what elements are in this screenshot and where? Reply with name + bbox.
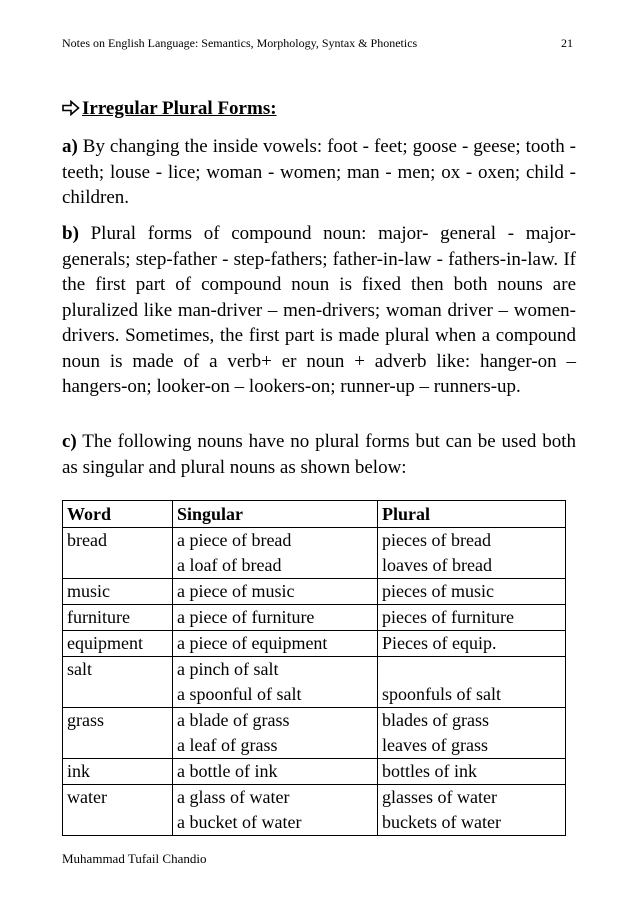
singular-cell: a leaf of grass xyxy=(173,733,378,759)
paragraph-b xyxy=(62,221,576,400)
singular-cell: a pinch of salt xyxy=(173,657,378,683)
plural-cell: Pieces of equip. xyxy=(378,631,566,657)
page-footer: Muhammad Tufail Chandio xyxy=(62,851,207,866)
table-row xyxy=(63,553,566,579)
table-row xyxy=(63,605,566,631)
word-cell xyxy=(63,553,173,579)
table-row xyxy=(63,682,566,708)
word-cell xyxy=(63,810,173,836)
word-cell: bread xyxy=(63,528,173,554)
singular-cell: a glass of water xyxy=(173,785,378,811)
paragraph-a-marker: a) xyxy=(62,136,78,157)
plural-cell: blades of grass xyxy=(378,708,566,734)
paragraph-b-text: Plural forms of compound noun: major- general - major-generals; step-father - step-fathers; father-in-law - fathers-in-law. If the first part of compound noun is fixed then both nouns are pluralized like man-driver – men-drivers; woman driver – women-drivers. Sometimes, the first part is made plural when a compound noun is made of a verb+ er noun + adverb like: hanger-on – hangers-on; looker-on – lookers-on; runner-up – runners-up. xyxy=(62,223,576,397)
page-number: 21 xyxy=(561,36,573,50)
singular-cell: a loaf of bread xyxy=(173,553,378,579)
word-cell: ink xyxy=(63,759,173,785)
plural-cell: pieces of furniture xyxy=(378,605,566,631)
column-header-plural: Plural xyxy=(378,501,566,528)
table-row xyxy=(63,579,566,605)
table-row xyxy=(63,657,566,683)
plural-forms-table xyxy=(62,500,566,836)
word-cell: furniture xyxy=(63,605,173,631)
word-cell xyxy=(63,733,173,759)
table-row xyxy=(63,759,566,785)
singular-cell: a bucket of water xyxy=(173,810,378,836)
plural-cell: pieces of music xyxy=(378,579,566,605)
word-cell xyxy=(63,682,173,708)
header-title: Notes on English Language: Semantics, Morphology, Syntax & Phonetics xyxy=(62,36,418,50)
plural-cell: pieces of bread xyxy=(378,528,566,554)
singular-cell: a piece of bread xyxy=(173,528,378,554)
table-header-row xyxy=(63,501,566,528)
word-cell: equipment xyxy=(63,631,173,657)
singular-cell: a bottle of ink xyxy=(173,759,378,785)
plural-cell: glasses of water xyxy=(378,785,566,811)
plural-cell xyxy=(378,657,566,683)
column-header-singular: Singular xyxy=(173,501,378,528)
heading-text: Irregular Plural Forms: xyxy=(82,98,277,119)
paragraph-c xyxy=(62,429,576,480)
word-cell: music xyxy=(63,579,173,605)
paragraph-a-text: By changing the inside vowels: foot - feet; goose - geese; tooth - teeth; louse - lice; woman - women; man - men; ox - oxen; child - children. xyxy=(62,136,576,208)
plural-cell: spoonfuls of salt xyxy=(378,682,566,708)
plural-cell: leaves of grass xyxy=(378,733,566,759)
plural-cell: buckets of water xyxy=(378,810,566,836)
singular-cell: a blade of grass xyxy=(173,708,378,734)
word-cell: salt xyxy=(63,657,173,683)
singular-cell: a piece of furniture xyxy=(173,605,378,631)
table-row xyxy=(63,733,566,759)
page-header xyxy=(62,36,573,50)
plural-cell: bottles of ink xyxy=(378,759,566,785)
table-row xyxy=(63,708,566,734)
word-cell: grass xyxy=(63,708,173,734)
section-heading xyxy=(62,98,277,122)
singular-cell: a piece of music xyxy=(173,579,378,605)
paragraph-a xyxy=(62,134,576,211)
table-row xyxy=(63,631,566,657)
column-header-word: Word xyxy=(63,501,173,528)
table-row xyxy=(63,528,566,554)
plural-cell: loaves of bread xyxy=(378,553,566,579)
table-row xyxy=(63,785,566,811)
singular-cell: a spoonful of salt xyxy=(173,682,378,708)
paragraph-c-marker: c) xyxy=(62,431,77,452)
table-row xyxy=(63,810,566,836)
singular-cell: a piece of equipment xyxy=(173,631,378,657)
right-arrow-icon xyxy=(62,100,80,122)
word-cell: water xyxy=(63,785,173,811)
paragraph-c-text: The following nouns have no plural forms but can be used both as singular and plural nouns as shown below: xyxy=(62,431,576,478)
paragraph-b-marker: b) xyxy=(62,223,79,244)
